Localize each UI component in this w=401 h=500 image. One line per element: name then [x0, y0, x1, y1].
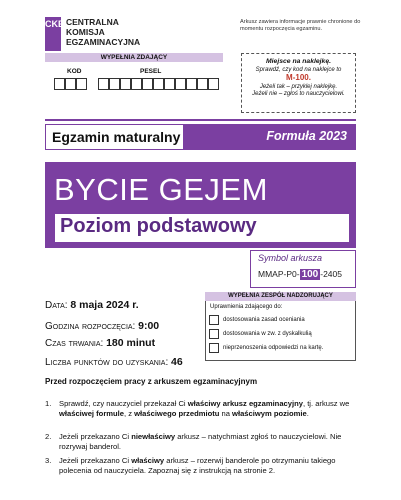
org-line-2: KOMISJA [66, 27, 105, 37]
points-key: Liczba punktów do uzyskania: [45, 357, 169, 368]
exam-bar [45, 124, 356, 150]
pesel-box[interactable] [153, 78, 164, 90]
sticker-line-1: Sprawdź, czy kod na naklejce to [255, 66, 342, 73]
points [45, 356, 183, 368]
org-name [66, 17, 140, 47]
text-bold: właściwego przedmiotu [134, 408, 220, 418]
text-bold: właściwy arkusz egzaminacyjny [187, 399, 303, 408]
exam-formula: Formuła 2023 [183, 125, 355, 149]
pesel-box[interactable] [120, 78, 131, 90]
pesel-box[interactable] [175, 78, 186, 90]
sticker-area [241, 53, 356, 113]
text: Jeżeli przekazano Ci [59, 456, 132, 465]
option-label: dostosowania w zw. z dyskalkulią [223, 331, 312, 337]
checkbox[interactable] [209, 343, 219, 353]
duration-value: 180 minut [106, 337, 156, 349]
kod-box[interactable] [76, 78, 87, 90]
student-fill-header: WYPEŁNIA ZDAJĄCY [45, 53, 223, 62]
date-key: Data: [45, 300, 68, 311]
duration-key: Czas trwania: [45, 338, 104, 349]
pesel-box[interactable] [186, 78, 197, 90]
text: , z [124, 408, 135, 418]
subject-title: BYCIE GEJEM [54, 172, 268, 207]
divider [45, 119, 356, 121]
option-label: nieprzenoszenia odpowiedzi na kartę. [223, 345, 324, 351]
option-row[interactable] [209, 315, 360, 325]
text-bold: właściwym poziomie [232, 408, 307, 418]
pesel-box[interactable] [208, 78, 219, 90]
kod-box[interactable] [65, 78, 76, 90]
sticker-line-3: Jeżeli nie – zgłoś to nauczycielowi. [252, 91, 345, 97]
text-bold: niewłaściwy [131, 432, 176, 441]
cke-logo: CKE [45, 17, 61, 51]
instruction-number: 3. [45, 456, 52, 465]
instruction-number: 2. [45, 432, 52, 441]
instruction-2 [45, 432, 365, 451]
text: arkusz – rozerwij banderole po otrzymaniu takiego polecenia od nauczyciela. Zapoznaj się z instrukcją na stronie 2. [59, 456, 336, 475]
supervisor-label: Uprawnienia zdającego do: [210, 304, 283, 310]
text-bold: właściwej formule [59, 408, 124, 418]
legal-notice: Arkusz zawiera informacje prawnie chronione do momentu rozpoczęcia egzaminu. [240, 19, 361, 32]
exam-date [45, 299, 139, 311]
start-value: 9:00 [138, 320, 160, 332]
instruction-3 [45, 456, 365, 475]
checkbox[interactable] [209, 315, 219, 325]
option-row[interactable] [209, 343, 360, 353]
kod-box[interactable] [54, 78, 65, 90]
option-row[interactable] [209, 329, 360, 339]
symbol-prefix: MMAP-P0- [258, 269, 300, 279]
instruction-1 [45, 399, 365, 418]
text: , tj. arkusz we [302, 399, 350, 408]
text: Jeżeli przekazano Ci [59, 432, 132, 441]
kod-label: KOD [67, 68, 82, 75]
checkbox[interactable] [209, 329, 219, 339]
start-key: Godzina rozpoczęcia: [45, 321, 136, 332]
sticker-line-2: Jeżeli tak – przyklej naklejkę. [259, 83, 338, 90]
points-value: 46 [171, 356, 183, 368]
pesel-box[interactable] [109, 78, 120, 90]
pesel-box[interactable] [164, 78, 175, 90]
pesel-box[interactable] [131, 78, 142, 90]
pesel-box[interactable] [98, 78, 109, 90]
option-label: dostosowania zasad oceniania [223, 317, 305, 323]
exam-type: Egzamin maturalny [52, 129, 181, 145]
instruction-number: 1. [45, 399, 52, 408]
symbol-code [258, 269, 342, 280]
symbol-suffix: -2405 [320, 269, 342, 279]
sticker-code: M-100. [286, 73, 311, 82]
sticker-title: Miejsce na naklejkę. [266, 58, 331, 65]
symbol-label: Symbol arkusza [258, 253, 323, 263]
level-title: Poziom podstawowy [60, 215, 257, 237]
pesel-box[interactable] [197, 78, 208, 90]
pesel-box[interactable] [142, 78, 153, 90]
org-line-1: CENTRALNA [66, 17, 119, 27]
instructions-heading: Przed rozpoczęciem pracy z arkuszem egzaminacyjnym [45, 377, 258, 386]
kod-boxes[interactable] [54, 78, 87, 90]
text: na [219, 408, 233, 418]
supervisor-header: WYPEŁNIA ZESPÓŁ NADZORUJĄCY [205, 292, 356, 301]
text: . [306, 408, 309, 418]
date-value: 8 maja 2024 r. [70, 299, 139, 311]
text-bold: właściwy [131, 456, 165, 465]
start-time [45, 320, 159, 332]
org-line-3: EGZAMINACYJNA [66, 37, 141, 47]
text: arkusz – natychmiast zgłoś to nauczycielowi. Nie rozrywaj banderol. [59, 432, 342, 451]
pesel-label: PESEL [140, 68, 162, 75]
symbol-highlight: 100 [301, 269, 319, 280]
text: Sprawdź, czy nauczyciel przekazał Ci [59, 399, 188, 408]
duration [45, 337, 155, 349]
pesel-boxes[interactable] [98, 78, 219, 90]
